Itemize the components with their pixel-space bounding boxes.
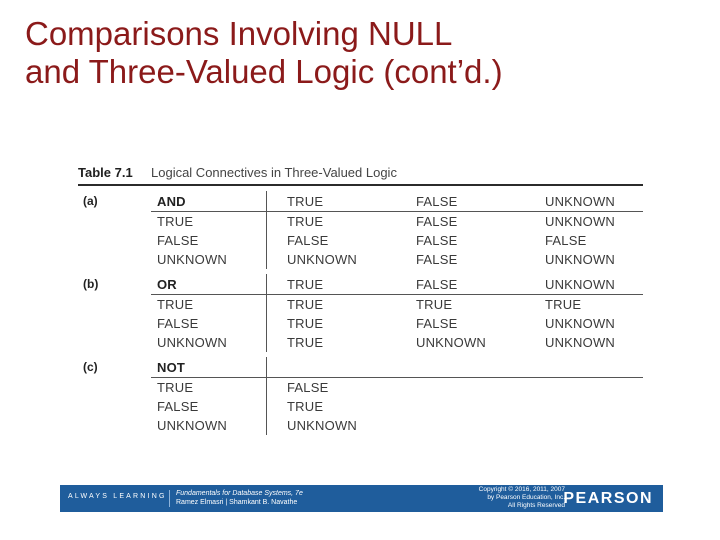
result-cell: FALSE bbox=[416, 233, 458, 248]
section-header-row bbox=[151, 274, 643, 295]
section-grid bbox=[151, 274, 643, 352]
result-cell: FALSE bbox=[416, 252, 458, 267]
result-cell: TRUE bbox=[545, 297, 582, 312]
result-cell: FALSE bbox=[416, 214, 458, 229]
table-sections bbox=[78, 191, 643, 435]
header-cell: UNKNOWN bbox=[545, 276, 616, 292]
result-cell: TRUE bbox=[287, 335, 324, 350]
table-caption-text: Logical Connectives in Three-Valued Logic bbox=[151, 165, 397, 180]
footer-divider bbox=[169, 490, 170, 507]
row-operand-cell: FALSE bbox=[157, 316, 199, 331]
result-cell: TRUE bbox=[287, 214, 324, 229]
footer-book-title: Fundamentals for Database Systems, 7e bbox=[176, 490, 303, 497]
section-label: (b) bbox=[83, 277, 99, 291]
section-label: (a) bbox=[83, 194, 98, 208]
row-operand-cell: UNKNOWN bbox=[157, 252, 228, 267]
result-cell: UNKNOWN bbox=[545, 316, 616, 331]
row-operand-cell: UNKNOWN bbox=[157, 418, 228, 433]
result-cell: TRUE bbox=[287, 297, 324, 312]
column-divider bbox=[266, 274, 267, 352]
column-divider bbox=[266, 191, 267, 269]
row-operand-cell: FALSE bbox=[157, 233, 199, 248]
footer-authors: Ramez Elmasri | Shamkant B. Navathe bbox=[176, 499, 298, 506]
section-header-row bbox=[151, 191, 643, 212]
column-divider bbox=[266, 357, 267, 435]
result-cell: UNKNOWN bbox=[545, 252, 616, 267]
result-cell: TRUE bbox=[416, 297, 453, 312]
table-caption bbox=[78, 162, 643, 186]
table-row bbox=[151, 314, 643, 333]
operator-cell: NOT bbox=[157, 359, 186, 375]
row-operand-cell: TRUE bbox=[157, 297, 194, 312]
header-cell: UNKNOWN bbox=[545, 193, 616, 209]
footer-copyright-line-1: Copyright © 2016, 2011, 2007 bbox=[478, 486, 565, 493]
result-cell: UNKNOWN bbox=[416, 335, 487, 350]
header-cell: FALSE bbox=[416, 193, 458, 209]
table-row bbox=[151, 231, 643, 250]
table-row bbox=[151, 397, 643, 416]
footer-copyright bbox=[445, 486, 565, 510]
row-operand-cell: TRUE bbox=[157, 214, 194, 229]
slide-title-line-2: and Three-Valued Logic (cont’d.) bbox=[25, 53, 503, 90]
footer-copyright-line-3: All Rights Reserved bbox=[507, 502, 565, 509]
slide-title-line-1: Comparisons Involving NULL bbox=[25, 15, 453, 52]
result-cell: FALSE bbox=[287, 380, 329, 395]
footer-copyright-line-2: by Pearson Education, Inc. bbox=[487, 494, 565, 501]
table-section bbox=[78, 274, 643, 352]
result-cell: UNKNOWN bbox=[545, 214, 616, 229]
section-grid bbox=[151, 191, 643, 269]
table-number: Table 7.1 bbox=[78, 165, 133, 180]
table-row bbox=[151, 250, 643, 269]
result-cell: TRUE bbox=[287, 316, 324, 331]
operator-cell: AND bbox=[157, 193, 186, 209]
result-cell: TRUE bbox=[287, 399, 324, 414]
section-grid bbox=[151, 357, 643, 435]
result-cell: UNKNOWN bbox=[545, 335, 616, 350]
result-cell: FALSE bbox=[545, 233, 587, 248]
logic-table bbox=[78, 162, 643, 435]
result-cell: UNKNOWN bbox=[287, 252, 358, 267]
footer-tagline: ALWAYS LEARNING bbox=[68, 493, 167, 500]
table-section bbox=[78, 191, 643, 269]
header-cell: TRUE bbox=[287, 276, 324, 292]
header-cell: FALSE bbox=[416, 276, 458, 292]
table-row bbox=[151, 333, 643, 352]
result-cell: FALSE bbox=[287, 233, 329, 248]
result-cell: UNKNOWN bbox=[287, 418, 358, 433]
footer-book-info bbox=[176, 489, 303, 507]
pearson-logo: PEARSON bbox=[563, 490, 653, 507]
operator-cell: OR bbox=[157, 276, 177, 292]
result-cell: FALSE bbox=[416, 316, 458, 331]
row-operand-cell: TRUE bbox=[157, 380, 194, 395]
row-operand-cell: FALSE bbox=[157, 399, 199, 414]
table-row bbox=[151, 295, 643, 314]
table-section bbox=[78, 357, 643, 435]
table-row bbox=[151, 378, 643, 397]
table-row bbox=[151, 416, 643, 435]
section-label: (c) bbox=[83, 360, 98, 374]
row-operand-cell: UNKNOWN bbox=[157, 335, 228, 350]
table-row bbox=[151, 212, 643, 231]
footer-bar bbox=[60, 485, 663, 512]
slide-title bbox=[25, 15, 503, 91]
header-cell: TRUE bbox=[287, 193, 324, 209]
section-header-row bbox=[151, 357, 643, 378]
